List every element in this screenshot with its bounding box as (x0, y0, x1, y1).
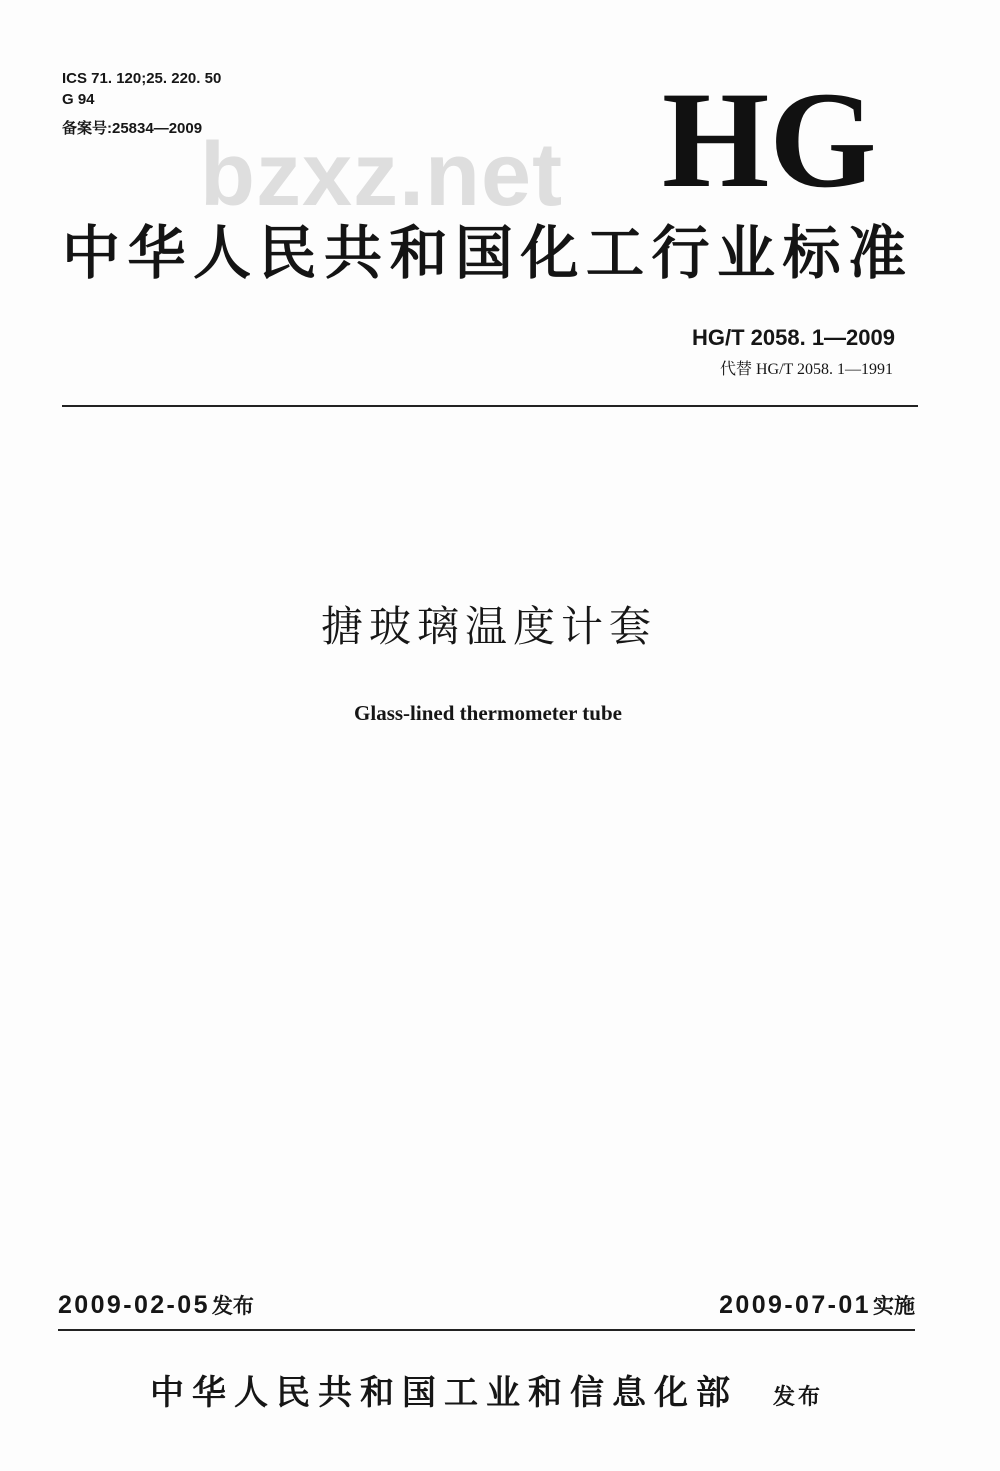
publish-date: 2009-02-05 (58, 1291, 210, 1319)
hg-logo: HG (662, 63, 877, 216)
record-number: 备案号:25834—2009 (62, 120, 203, 137)
standard-code: HG/T 2058. 1—2009 (691, 325, 895, 350)
ics-code: ICS 71. 120;25. 220. 50 (62, 70, 222, 87)
replaced-standard: 代替 HG/T 2058. 1—1991 (719, 361, 893, 378)
standard-category-title: 中华人民共和国化工行业标准 (62, 219, 914, 287)
header-divider (62, 405, 918, 407)
implement-label: 实施 (873, 1294, 915, 1318)
document-title-chinese: 搪玻璃温度计套 (320, 602, 657, 651)
issuer-label: 发布 (773, 1385, 824, 1410)
ccs-code: G 94 (62, 91, 95, 108)
issuing-authority: 中华人民共和国工业和信息化部 (150, 1373, 738, 1413)
publish-date-line (58, 1293, 254, 1318)
publish-label: 发布 (211, 1294, 254, 1318)
watermark: bzxz.net (200, 125, 564, 225)
document-title-english: Glass-lined thermometer tube (354, 701, 622, 725)
implement-date: 2009-07-01 (719, 1291, 871, 1319)
implement-date-line (719, 1293, 915, 1318)
footer-divider (58, 1329, 915, 1331)
